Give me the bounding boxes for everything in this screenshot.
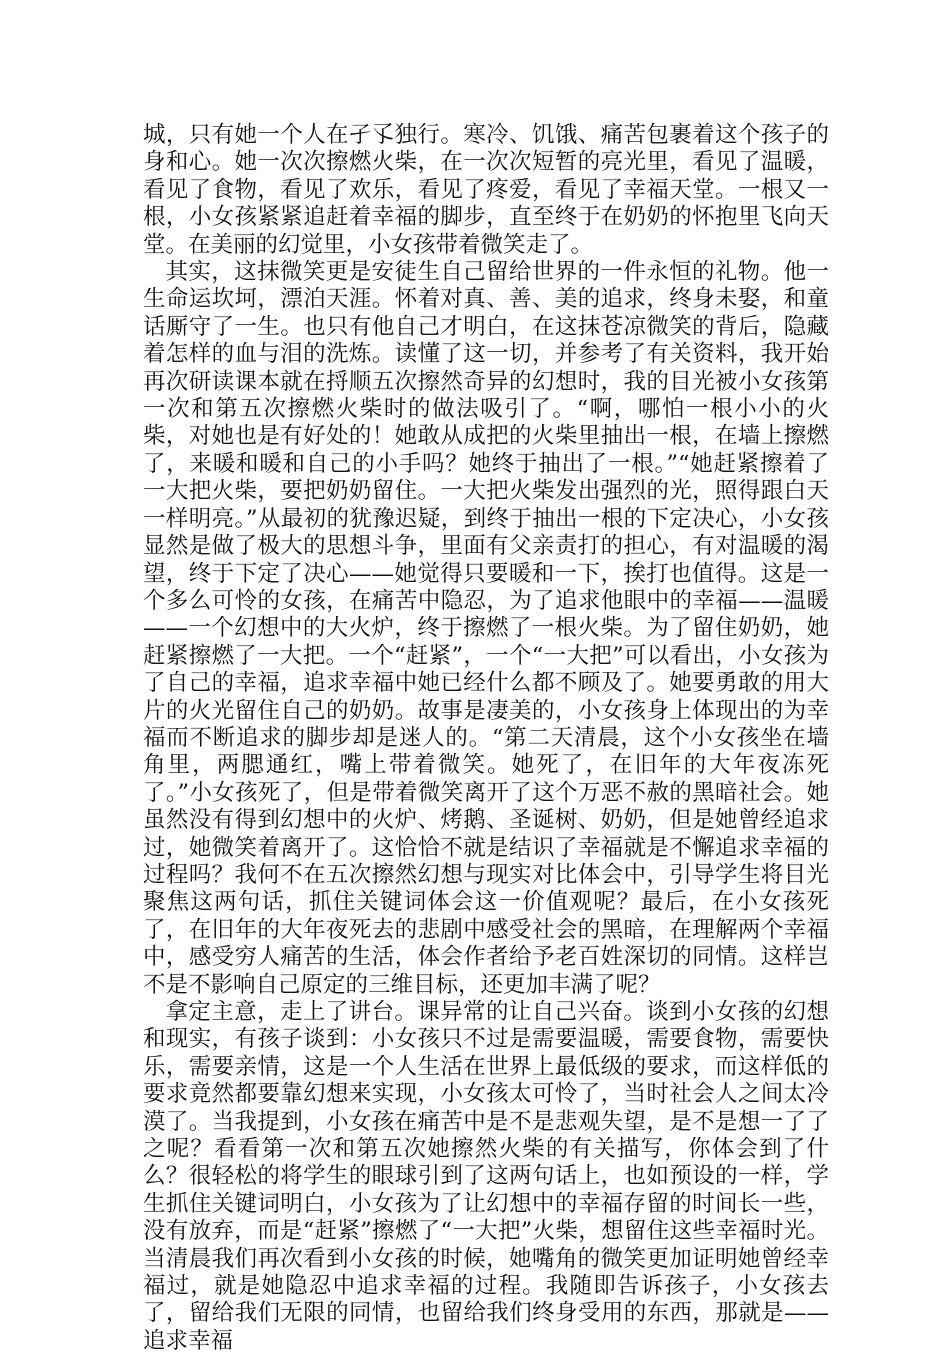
document-page — [143, 122, 829, 1355]
paragraph-3: 拿定主意，走上了讲台。课异常的让自己兴奋。谈到小女孩的幻想和现实，有孩子谈到：小女孩只不过是需要温暖，需要食物，需要快乐，需要亲情，这是一个人生活在世界上最低级的要求，而这样低的要求竟然都要靠幻想来实现，小女孩太可怜了，当时社会人之间太冷漠了。当我提到，小女孩在痛苦中是不是悲观失望，是不是想一了了之呢？看看第一次和第五次她擦然火柴的有关描写，你体会到了什么？很轻松的将学生的眼球引到了这两句话上，也如预设的一样，学生抓住关键词明白，小女孩为了让幻想中的幸福存留的时间长一些，没有放弃，而是“赶紧”擦燃了“一大把”火柴，想留住这些幸福时光。当清晨我们再次看到小女孩的时候，她嘴角的微笑更加证明她曾经幸福过，就是她隐忍中追求幸福的过程。我随即告诉孩子，小女孩去了，留给我们无限的同情，也留给我们终身受用的东西，那就是——追求幸福 — [143, 999, 829, 1354]
paragraph-2: 其实，这抹微笑更是安徒生自己留给世界的一件永恒的礼物。他一生命运坎坷，漂泊天涯。怀着对真、善、美的追求，终身未娶，和童话厮守了一生。也只有他自己才明白，在这抹苍凉微笑的背后，隐藏着怎样的血与泪的洗炼。读懂了这一切，并参考了有关资料，我开始再次研读课本就在捋顺五次擦然奇异的幻想时，我的目光被小女孩第一次和第五次擦燃火柴时的做法吸引了。“啊，哪怕一根小小的火柴，对她也是有好处的！她敢从成把的火柴里抽出一根，在墙上擦燃了，来暖和暖和自己的小手吗？她终于抽出了一根。”“她赶紧擦着了一大把火柴，要把奶奶留住。一大把火柴发出强烈的光，照得跟白天一样明亮。”从最初的犹豫迟疑，到终于抽出一根的下定决心，小女孩显然是做了极大的思想斗争，里面有父亲责打的担心，有对温暖的渴望，终于下定了决心——她觉得只要暖和一下，挨打也值得。这是一个多么可怜的女孩，在痛苦中隐忍，为了追求他眼中的幸福——温暖——一个幻想中的大火炉，终于擦燃了一根火柴。为了留住奶奶，她赶紧擦燃了一大把。一个“赶紧”，一个“一大把”可以看出，小女孩为了自己的幸福，追求幸福中她已经什么都不顾及了。她要勇敢的用大片的火光留住自己的奶奶。故事是凄美的，小女孩身上体现出的为幸福而不断追求的脚步却是迷人的。“第二天清晨，这个小女孩坐在墙角里，两腮通红，嘴上带着微笑。她死了，在旧年的大年夜冻死了。”小女孩死了，但是带着微笑离开了这个万恶不赦的黑暗社会。她虽然没有得到幻想中的火炉、烤鹅、圣诞树、奶奶，但是她曾经追求过，她微笑着离开了。这恰恰不就是结识了幸福就是不懈追求幸福的过程吗？我何不在五次擦然幻想与现实对比体会中，引导学生将目光聚焦这两句话，抓住关键词体会这一价值观呢？最后，在小女孩死了，在旧年的大年夜死去的悲剧中感受社会的黑暗，在理解两个幸福中，感受穷人痛苦的生活，体会作者给予老百姓深切的同情。这样岂不是不影响自己原定的三维目标，还更加丰满了呢？ — [143, 259, 829, 998]
paragraph-1: 城，只有她一个人在孑孓独行。寒冷、饥饿、痛苦包裹着这个孩子的身和心。她一次次擦燃火柴，在一次次短暂的亮光里，看见了温暖，看见了食物，看见了欢乐，看见了疼爱，看见了幸福天堂。一根又一根，小女孩紧紧追赶着幸福的脚步，直至终于在奶奶的怀抱里飞向天堂。在美丽的幻觉里，小女孩带着微笑走了。 — [143, 122, 829, 258]
